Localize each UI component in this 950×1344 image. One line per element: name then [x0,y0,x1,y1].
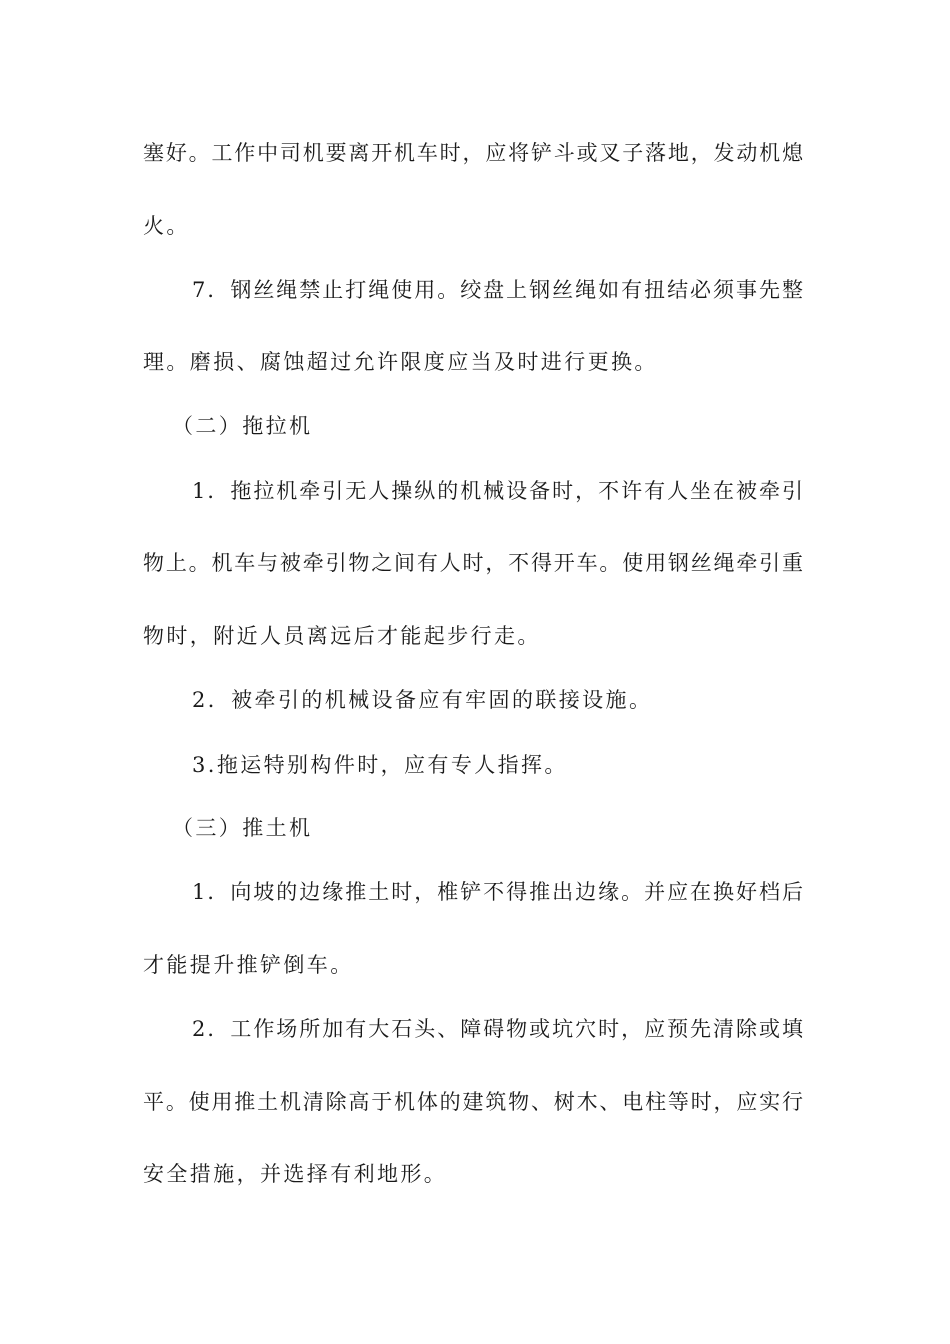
text-line-8: 物时，附近人员离远后才能起步行走。 [143,624,541,648]
text-line-9: 2．被牵引的机械设备应有牢固的联接设施。 [192,688,653,712]
text-line-1: 塞好。工作中司机要离开机车时，应将铲斗或叉子落地，发动机熄 [143,141,803,165]
text-line-15: 平。使用推土机清除高于机体的建筑物、树木、电柱等时，应实行 [143,1090,803,1114]
text-line-6: 1．拖拉机牵引无人操纵的机械设备时，不许有人坐在被牵引 [192,479,803,503]
text-line-4: 理。磨损、腐蚀超过允许限度应当及时进行更换。 [143,350,658,374]
text-line-12: 1．向坡的边缘推土时，椎铲不得推出边缘。并应在换好档后 [192,880,803,904]
section-heading-tractor: （二）拖拉机 [172,414,313,438]
text-line-13: 才能提升推铲倒车。 [143,953,354,977]
text-line-7: 物上。机车与被牵引物之间有人时，不得开车。使用钢丝绳牵引重 [143,551,803,575]
text-line-2: 火。 [143,214,190,238]
section-heading-bulldozer: （三）推土机 [172,816,313,840]
text-line-10: 3.拖运特别构件时，应有专人指挥。 [192,753,568,777]
text-line-14: 2．工作场所加有大石头、障碍物或坑穴时，应预先清除或填 [192,1017,803,1041]
text-line-3: 7．钢丝绳禁止打绳使用。绞盘上钢丝绳如有扭结必须事先整 [192,278,803,302]
text-line-16: 安全措施，并选择有利地形。 [143,1162,448,1186]
